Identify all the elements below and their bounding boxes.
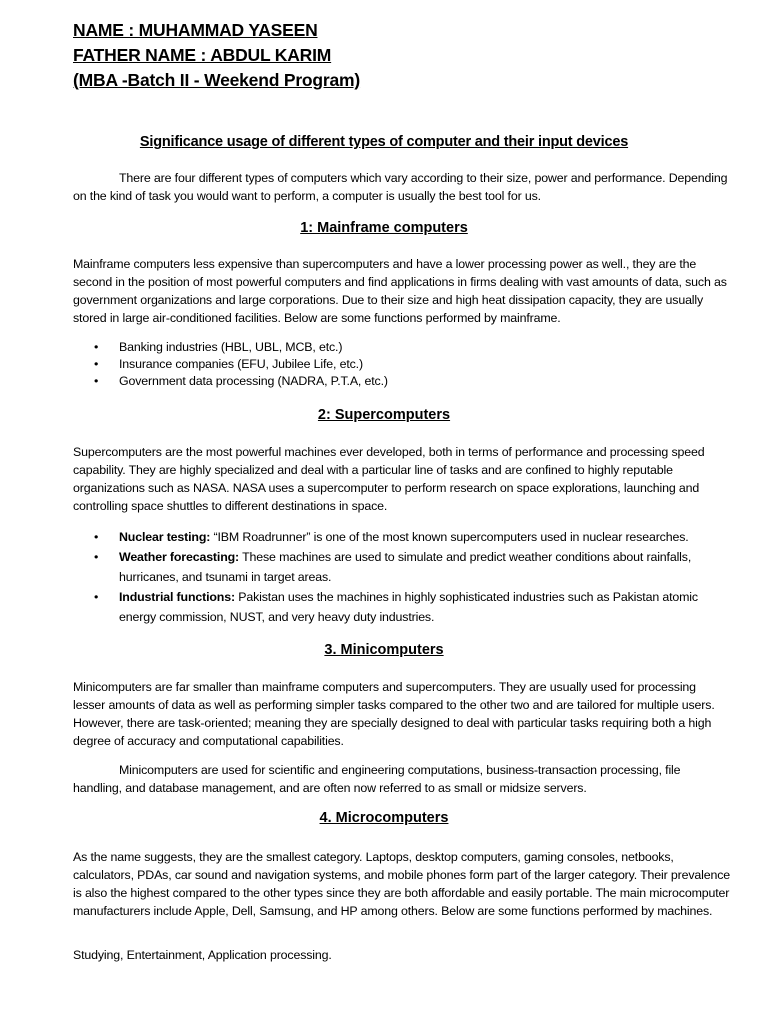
super-list: [73, 527, 733, 627]
document-title: Significance usage of different types of computer and their input devices: [139, 134, 629, 150]
heading-mainframe: 1: Mainframe computers: [300, 220, 468, 236]
super-paragraph: Supercomputers are the most powerful machines ever developed, both in terms of performance and processing speed capability. They are highly specialized and deal with a particular line of tasks and are confined to highly reputable organizations such as NASA. NASA uses a supercomputer to perform research on space explorations, launching and controlling space shuttles to different destinations in space.: [73, 445, 705, 513]
list-item-label: Industrial functions:: [119, 590, 235, 604]
list-item: • Banking industries (HBL, UBL, MCB, etc.): [94, 340, 343, 354]
list-item: • Nuclear testing: “IBM Roadrunner” is one of the most known supercomputers used in nuclear researches.: [94, 530, 689, 544]
list-item-text: Pakistan uses the machines in highly sophisticated industries such as Pakistan atomic energy commission, NUST, and very heavy duty industries.: [119, 590, 698, 624]
mainframe-paragraph: Mainframe computers less expensive than supercomputers and have a lower processing power as well., they are the second in the position of most powerful computers and find applications in firms dealing with vast amounts of data, such as government organizations and large corporations. Due to their size and high heat dissipation capacity, they are usually stored in large air-conditioned facilities. Below are some functions performed by mainframe.: [73, 257, 727, 325]
student-name: NAME : MUHAMMAD YASEEN: [73, 20, 318, 40]
list-item-text: “IBM Roadrunner” is one of the most known supercomputers used in nuclear researches.: [210, 530, 689, 544]
list-item-text: Government data processing (NADRA, P.T.A, etc.): [119, 374, 388, 388]
micro-closing: Studying, Entertainment, Application processing.: [73, 948, 332, 962]
list-item: • Insurance companies (EFU, Jubilee Life, etc.): [94, 357, 363, 371]
list-item: • Industrial functions: Pakistan uses the machines in highly sophisticated industries such as Pakistan atomic energy commission, NUST, and very heavy duty industries.: [94, 590, 698, 624]
list-item: • Weather forecasting: These machines are used to simulate and predict weather conditions about rainfalls, hurricanes, and tsunami in target areas.: [94, 550, 692, 584]
heading-supercomputers: 2: Supercomputers: [317, 407, 451, 423]
list-item-label: Nuclear testing:: [119, 530, 211, 544]
list-item-label: Weather forecasting:: [119, 550, 240, 564]
list-item: • Government data processing (NADRA, P.T.A, etc.): [94, 374, 388, 388]
list-item-text: Insurance companies (EFU, Jubilee Life, etc.): [119, 357, 363, 371]
micro-paragraph: As the name suggests, they are the smallest category. Laptops, desktop computers, gaming consoles, netbooks, calculators, PDAs, car sound and navigation systems, and mobile phones form part of the larger category. Their prevalence is also the highest compared to the other types since they are both affordable and easily portable. The main microcomputer manufacturers include Apple, Dell, Samsung, and HP among others. Below are some functions performed by machines.: [73, 850, 731, 918]
list-item-text: These machines are used to simulate and predict weather conditions about rainfalls, hurricanes, and tsunami in target areas.: [119, 550, 692, 584]
heading-microcomputers: 4. Microcomputers: [319, 810, 449, 826]
heading-minicomputers: 3. Minicomputers: [324, 642, 444, 658]
father-name: FATHER NAME : ABDUL KARIM: [73, 45, 332, 65]
list-item-text: Banking industries (HBL, UBL, MCB, etc.): [119, 340, 343, 354]
mainframe-list: [73, 339, 733, 390]
mini-paragraph-1: Minicomputers are far smaller than mainframe computers and supercomputers. They are usually used for processing lesser amounts of data as well as performing simpler tasks compared to the other two and are tailored for multiple users. However, there are task-oriented; meaning they are specially designed to deal with particular tasks requiring both a high degree of accuracy and computational capabilities.: [73, 680, 715, 748]
program-line: (MBA -Batch II - Weekend Program): [73, 70, 361, 90]
intro-paragraph: There are four different types of computers which vary according to their size, power and performance. Depending on the kind of task you would want to perform, a computer is usually the best tool for us.: [73, 171, 728, 203]
mini-paragraph-2: Minicomputers are used for scientific and engineering computations, business-transaction processing, file handling, and database management, and are often now referred to as small or midsize servers.: [73, 763, 681, 795]
